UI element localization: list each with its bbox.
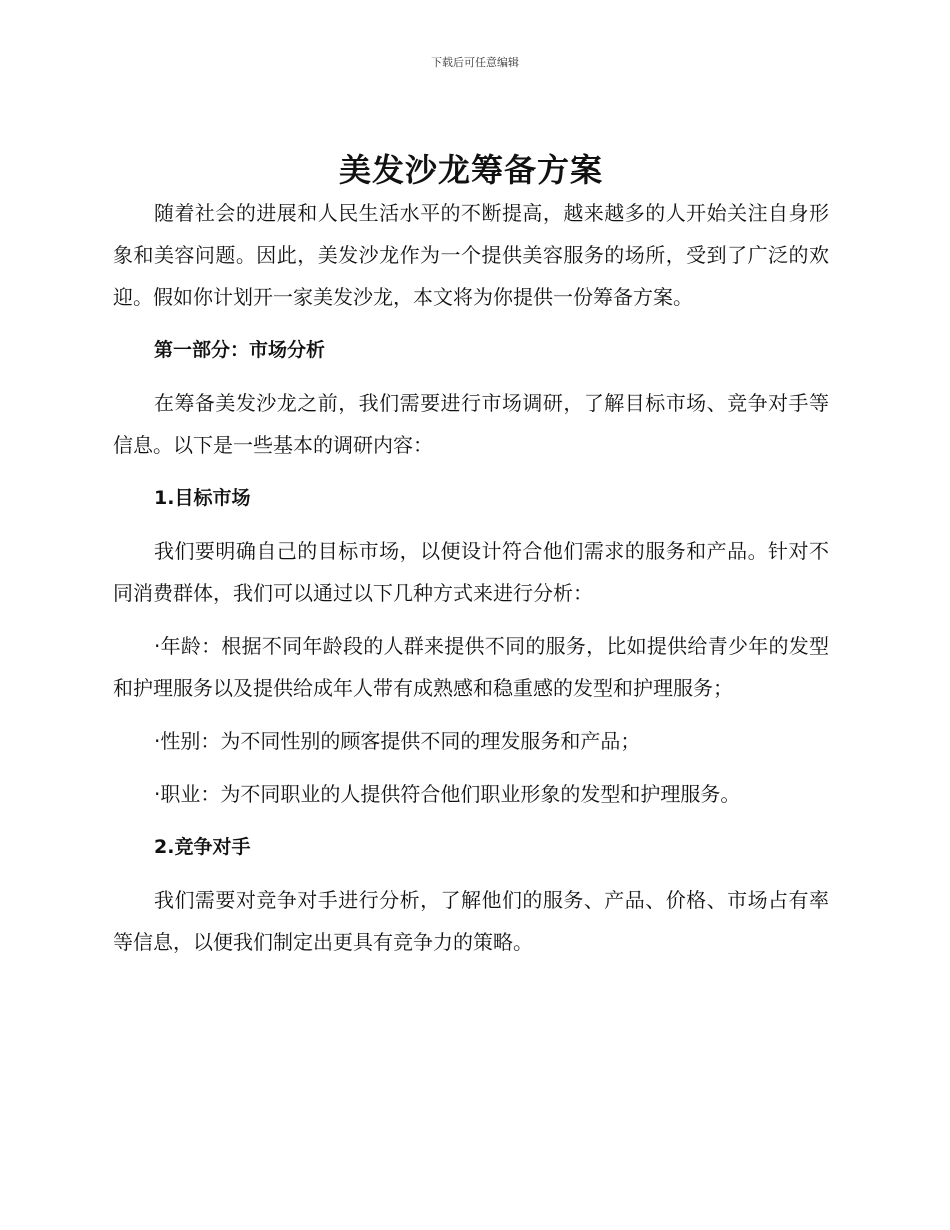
bullet-item-occupation [113, 773, 829, 815]
header-note: 下载后可任意编辑 [431, 56, 519, 69]
part1-intro-paragraph: 在筹备美发沙龙之前，我们需要进行市场调研，了解目标市场、竞争对手等信息。以下是一些基本的调研内容： [113, 391, 829, 457]
section2-heading: 2.竞争对手 [154, 836, 251, 858]
section2-intro-paragraph: 我们需要对竞争对手进行分析，了解他们的服务、产品、价格、市场占有率等信息，以便我们制定出更具有竞争力的策略。 [113, 888, 829, 954]
bullet-text: 性别：为不同性别的顾客提供不同的理发服务和产品； [160, 729, 641, 753]
part1-heading: 第一部分：市场分析 [154, 339, 326, 361]
document-title: 美发沙龙筹备方案 [338, 151, 603, 189]
section1-heading: 1.目标市场 [154, 487, 251, 509]
bullet-item-gender [113, 720, 829, 762]
bullet-item-age [113, 625, 829, 709]
bullet-dot-icon: · [154, 782, 161, 806]
bullet-text: 年龄：根据不同年龄段的人群来提供不同的服务，比如提供给青少年的发型和护理服务以及提供给成年人带有成熟感和稳重感的发型和护理服务； [113, 634, 829, 700]
section1-intro-paragraph: 我们要明确自己的目标市场，以便设计符合他们需求的服务和产品。针对不同消费群体，我们可以通过以下几种方式来进行分析： [113, 539, 829, 605]
bullet-dot-icon: · [154, 634, 161, 658]
document-body [113, 148, 829, 963]
bullet-text: 职业：为不同职业的人提供符合他们职业形象的发型和护理服务。 [160, 782, 741, 806]
intro-paragraph: 随着社会的进展和人民生活水平的不断提高，越来越多的人开始关注自身形象和美容问题。因此，美发沙龙作为一个提供美容服务的场所，受到了广泛的欢迎。假如你计划开一家美发沙龙，本文将为你提供一份筹备方案。 [113, 201, 829, 309]
bullet-dot-icon: · [154, 729, 161, 753]
